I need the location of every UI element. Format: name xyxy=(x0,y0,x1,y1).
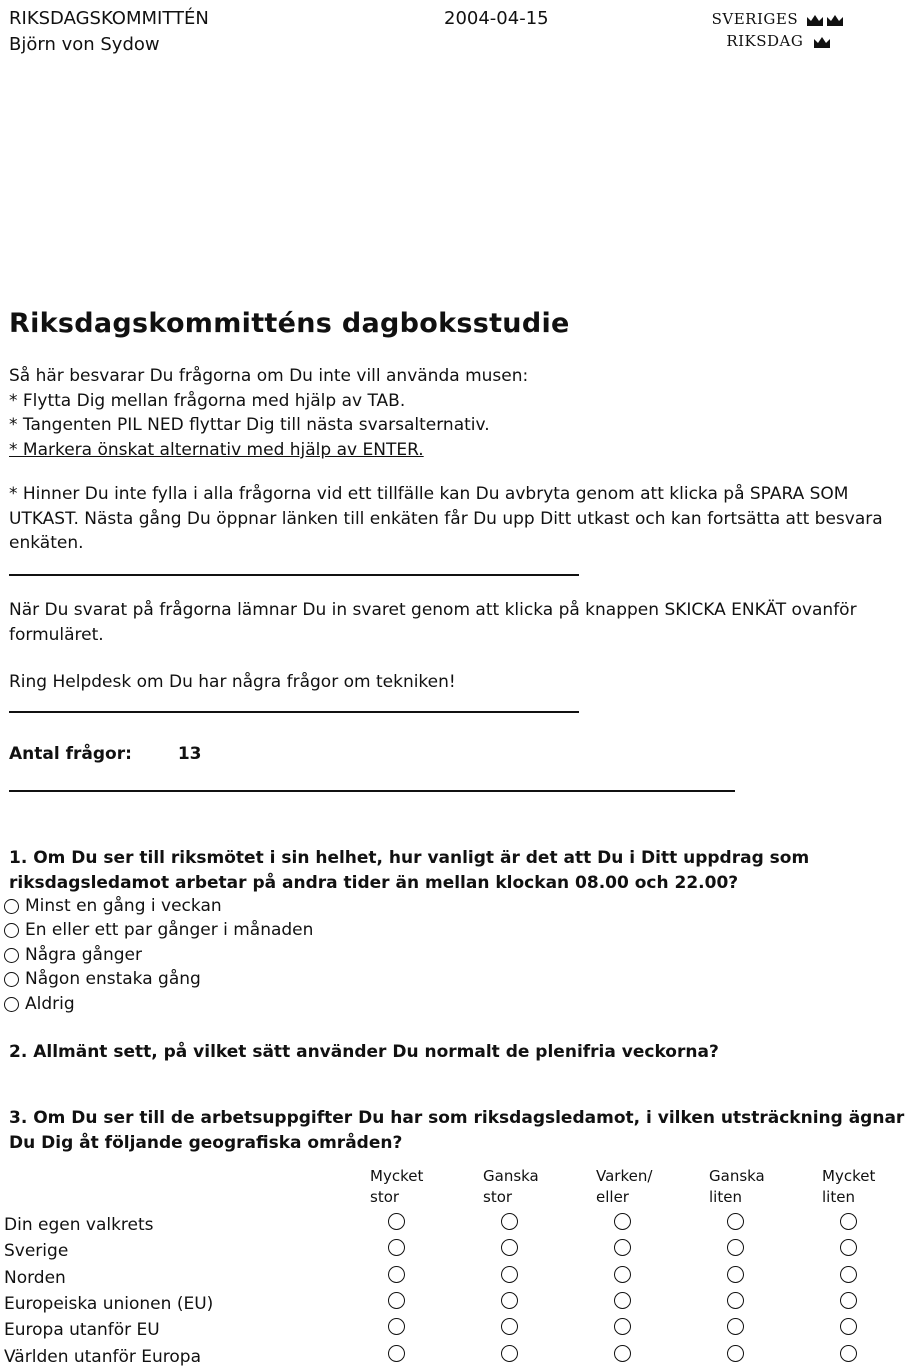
matrix-row xyxy=(4,1265,909,1291)
radio-button[interactable] xyxy=(388,1213,405,1230)
row-label: Din egen valkrets xyxy=(4,1214,154,1235)
radio-button[interactable] xyxy=(501,1292,518,1309)
radio-button[interactable] xyxy=(727,1345,744,1362)
row-label: Världen utanför Europa xyxy=(4,1346,202,1367)
logo-line-1: SVERIGES xyxy=(704,8,854,30)
instruction-item: * Flytta Dig mellan frågorna med hjälp av TAB. xyxy=(9,390,406,411)
crown-icon xyxy=(812,34,832,50)
question-3-text: 3. Om Du ser till de arbetsuppgifter Du har som riksdagsledamot, i vilken utsträckning ägnar Du Dig åt följande geografiska områden? xyxy=(9,1108,905,1153)
radio-button[interactable] xyxy=(727,1266,744,1283)
radio-button[interactable] xyxy=(4,899,19,914)
column-header: Ganska liten xyxy=(709,1167,765,1206)
radio-button[interactable] xyxy=(501,1345,518,1362)
radio-option-label: Aldrig xyxy=(25,993,75,1014)
submit-note: När Du svarat på frågorna lämnar Du in svaret genom att klicka på knappen SKICKA ENKÄT ovanför formuläret. xyxy=(9,600,857,645)
matrix-row xyxy=(4,1318,909,1344)
radio-button[interactable] xyxy=(388,1266,405,1283)
document-header-left xyxy=(9,6,209,58)
column-header: Mycket stor xyxy=(370,1167,424,1206)
radio-button[interactable] xyxy=(4,997,19,1012)
radio-button[interactable] xyxy=(840,1239,857,1256)
radio-button[interactable] xyxy=(840,1345,857,1362)
radio-button[interactable] xyxy=(614,1318,631,1335)
org-name: RIKSDAGSKOMMITTÉN xyxy=(9,8,209,29)
matrix-row xyxy=(4,1344,909,1370)
radio-button[interactable] xyxy=(388,1345,405,1362)
row-label: Europeiska unionen (EU) xyxy=(4,1294,214,1315)
radio-button[interactable] xyxy=(727,1292,744,1309)
radio-button[interactable] xyxy=(727,1318,744,1335)
radio-button[interactable] xyxy=(4,923,19,938)
radio-button[interactable] xyxy=(840,1292,857,1309)
radio-button[interactable] xyxy=(501,1239,518,1256)
question-3-matrix xyxy=(4,1166,909,1370)
divider xyxy=(9,790,735,792)
radio-option[interactable] xyxy=(4,919,313,944)
radio-button[interactable] xyxy=(614,1239,631,1256)
page-title: Riksdagskommitténs dagboksstudie xyxy=(9,308,570,339)
radio-option[interactable] xyxy=(4,992,313,1017)
question-1-text: 1. Om Du ser till riksmötet i sin helhet, hur vanligt är det att Du i Ditt uppdrag som riksdagsledamot arbetar på andra tider än mellan klockan 08.00 och 22.00? xyxy=(9,848,810,893)
author-name: Björn von Sydow xyxy=(9,34,160,55)
question-1-options xyxy=(4,894,313,1017)
radio-button[interactable] xyxy=(614,1213,631,1230)
radio-button[interactable] xyxy=(614,1292,631,1309)
radio-button[interactable] xyxy=(840,1213,857,1230)
matrix-row xyxy=(4,1238,909,1264)
logo-line-2: RIKSDAG xyxy=(704,30,854,52)
instructions xyxy=(9,364,904,463)
radio-button[interactable] xyxy=(388,1239,405,1256)
radio-button[interactable] xyxy=(388,1318,405,1335)
radio-option[interactable] xyxy=(4,894,313,919)
row-label: Europa utanför EU xyxy=(4,1320,160,1341)
instructions-intro: Så här besvarar Du frågorna om Du inte vill använda musen: xyxy=(9,366,529,386)
radio-button[interactable] xyxy=(614,1345,631,1362)
row-label: Sverige xyxy=(4,1241,69,1262)
divider xyxy=(9,711,579,713)
column-header: Ganska stor xyxy=(483,1167,539,1206)
question-2-text: 2. Allmänt sett, på vilket sätt använder Du normalt de plenifria veckorna? xyxy=(9,1042,719,1062)
question-count xyxy=(9,742,201,767)
instruction-item: * Markera önskat alternativ med hjälp av ENTER. xyxy=(9,439,424,460)
riksdag-logo xyxy=(704,8,854,52)
radio-button[interactable] xyxy=(501,1266,518,1283)
radio-option[interactable] xyxy=(4,968,313,993)
matrix-row xyxy=(4,1291,909,1317)
radio-button[interactable] xyxy=(501,1318,518,1335)
radio-option-label: Någon enstaka gång xyxy=(25,969,201,990)
instruction-item: * Tangenten PIL NED flyttar Dig till nästa svarsalternativ. xyxy=(9,415,490,436)
radio-button[interactable] xyxy=(614,1266,631,1283)
column-header: Varken/ eller xyxy=(596,1167,653,1206)
radio-button[interactable] xyxy=(4,972,19,987)
radio-button[interactable] xyxy=(840,1266,857,1283)
radio-button[interactable] xyxy=(501,1213,518,1230)
radio-button[interactable] xyxy=(840,1318,857,1335)
radio-option[interactable] xyxy=(4,943,313,968)
divider xyxy=(9,574,579,576)
radio-option-label: En eller ett par gånger i månaden xyxy=(25,920,314,941)
crown-icon xyxy=(806,12,846,28)
question-count-label: Antal frågor: xyxy=(9,744,132,764)
radio-option-label: Några gånger xyxy=(25,944,142,965)
row-label: Norden xyxy=(4,1267,66,1288)
matrix-corner xyxy=(4,1166,370,1212)
helpdesk-note: Ring Helpdesk om Du har några frågor om tekniken! xyxy=(9,672,456,692)
column-header: Mycket liten xyxy=(822,1167,876,1206)
radio-button[interactable] xyxy=(727,1239,744,1256)
document-date: 2004-04-15 xyxy=(444,8,549,29)
radio-option-label: Minst en gång i veckan xyxy=(25,895,222,916)
radio-button[interactable] xyxy=(388,1292,405,1309)
radio-button[interactable] xyxy=(727,1213,744,1230)
radio-button[interactable] xyxy=(4,948,19,963)
draft-note: * Hinner Du inte fylla i alla frågorna vid ett tillfälle kan Du avbryta genom att klicka på SPARA SOM UTKAST. Nästa gång Du öppnar länken till enkäten får Du upp Ditt utkast och kan fortsätta att besvara enkäten. xyxy=(9,484,883,554)
matrix-row xyxy=(4,1212,909,1238)
question-count-value: 13 xyxy=(177,744,202,764)
